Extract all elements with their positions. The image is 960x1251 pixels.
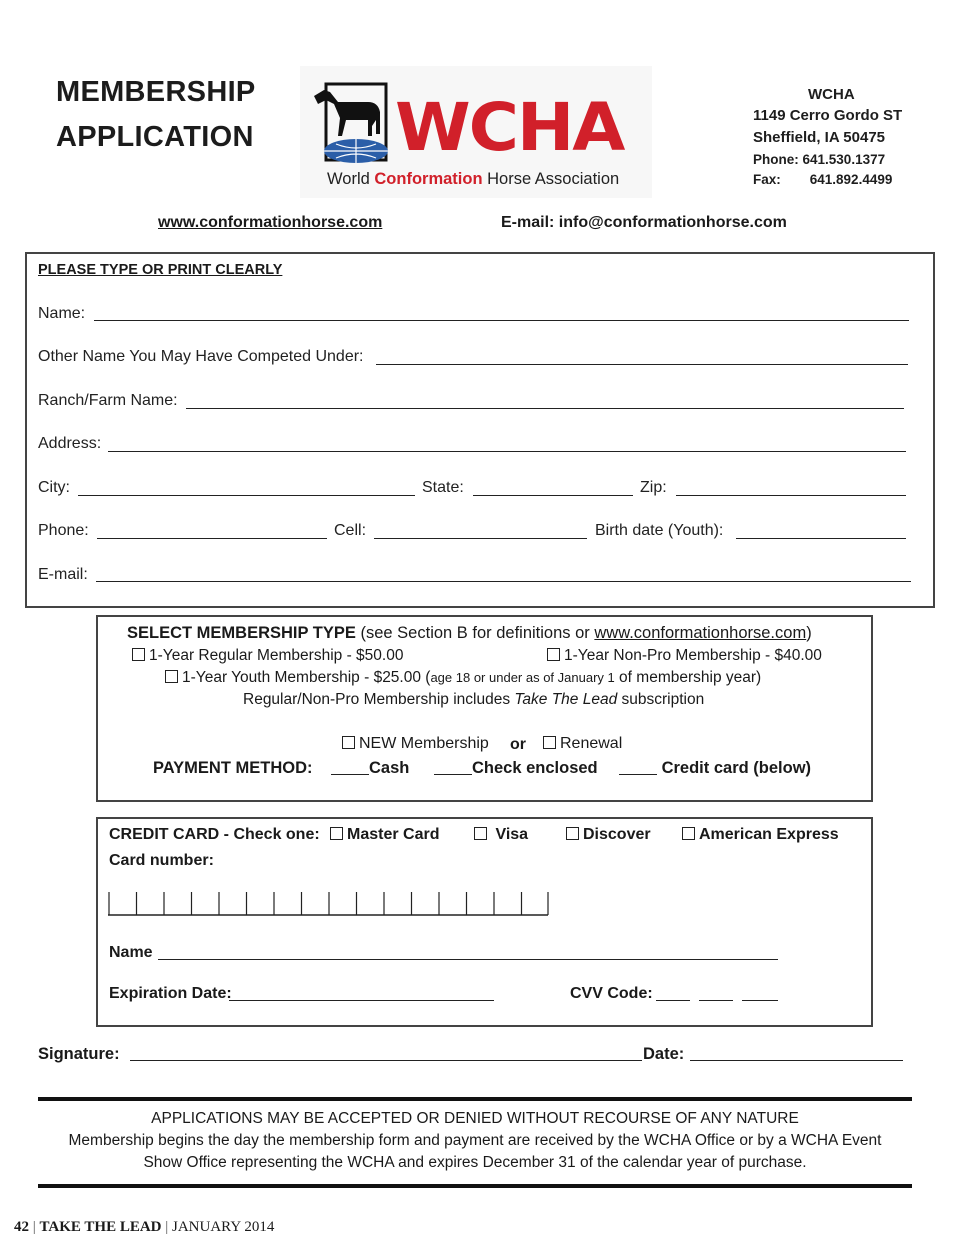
name-label: Name: <box>38 305 86 322</box>
zip-field[interactable] <box>676 495 906 496</box>
ranch-field[interactable] <box>186 408 904 409</box>
notice-line2: Membership begins the day the membership form and payment are received by the WCHA Office or by a WCHA Event <box>68 1132 882 1149</box>
notice-top-rule <box>38 1097 912 1101</box>
amex-checkbox[interactable] <box>682 827 695 840</box>
nonpro-checkbox[interactable] <box>547 648 560 661</box>
option-amex[interactable]: American Express <box>682 826 839 844</box>
payment-credit[interactable]: Credit card (below) <box>619 759 811 778</box>
address-label: Address: <box>38 435 102 452</box>
cell-label: Cell: <box>334 522 367 539</box>
website-link[interactable]: www.conformationhorse.com <box>158 214 383 231</box>
cvv-field-2[interactable] <box>699 1000 733 1001</box>
zip-label: Zip: <box>640 479 667 496</box>
birth-date-field[interactable] <box>736 538 906 539</box>
state-field[interactable] <box>473 495 633 496</box>
publication-name: TAKE THE LEAD <box>39 1219 162 1235</box>
includes-note: Regular/Non-Pro Membership includes Take The Lead subscription <box>243 691 705 708</box>
card-number-field[interactable] <box>108 890 549 916</box>
ranch-label: Ranch/Farm Name: <box>38 392 178 409</box>
option-discover[interactable]: Discover <box>566 826 651 844</box>
discover-checkbox[interactable] <box>566 827 579 840</box>
cvv-field-1[interactable] <box>656 1000 690 1001</box>
applicant-info-box <box>25 252 935 608</box>
signature-date-label: Date: <box>643 1045 685 1063</box>
page-number: 42 <box>14 1219 29 1235</box>
page-title-line2: APPLICATION <box>56 121 254 153</box>
membership-website-link[interactable]: www.conformationhorse.com <box>594 624 807 642</box>
org-name: WCHA <box>808 86 855 103</box>
email-field[interactable] <box>96 581 911 582</box>
credit-card-heading: CREDIT CARD - Check one: <box>109 826 320 843</box>
phone-field[interactable] <box>97 538 327 539</box>
expiration-field[interactable] <box>229 1000 494 1001</box>
or-label: or <box>510 736 526 753</box>
cvv-label: CVV Code: <box>570 985 653 1002</box>
org-phone: Phone: 641.530.1377 <box>753 152 886 167</box>
org-city: Sheffield, IA 50475 <box>753 129 885 146</box>
visa-checkbox[interactable] <box>474 827 487 840</box>
regular-checkbox[interactable] <box>132 648 145 661</box>
cvv-field-3[interactable] <box>742 1000 778 1001</box>
email-label: E-mail: <box>38 566 88 583</box>
city-field[interactable] <box>78 495 415 496</box>
signature-date-field[interactable] <box>690 1060 903 1061</box>
option-nonpro[interactable]: 1-Year Non-Pro Membership - $40.00 <box>547 647 822 665</box>
applicant-heading: PLEASE TYPE OR PRINT CLEARLY <box>38 262 283 278</box>
other-name-field[interactable] <box>376 364 908 365</box>
birth-date-label: Birth date (Youth): <box>595 522 724 539</box>
issue-date: JANUARY 2014 <box>172 1219 275 1235</box>
option-new[interactable]: NEW Membership <box>342 735 489 753</box>
mastercard-checkbox[interactable] <box>330 827 343 840</box>
footer-notice <box>38 1108 912 1174</box>
payment-check[interactable]: Check enclosed <box>434 759 598 778</box>
other-name-label: Other Name You May Have Competed Under: <box>38 348 364 365</box>
card-number-cells <box>108 890 549 916</box>
page-footer: 42 | TAKE THE LEAD | JANUARY 2014 <box>14 1219 275 1235</box>
wcha-logo <box>300 66 652 198</box>
payment-method-label: PAYMENT METHOD: <box>153 759 313 777</box>
cell-field[interactable] <box>374 538 587 539</box>
logo-text: WCHA <box>395 89 624 166</box>
org-fax: Fax: 641.892.4499 <box>753 172 893 187</box>
signature-label: Signature: <box>38 1045 120 1063</box>
notice-bottom-rule <box>38 1184 912 1188</box>
org-street: 1149 Cerro Gordo ST <box>753 107 903 124</box>
contact-email: E-mail: info@conformationhorse.com <box>501 214 787 231</box>
city-label: City: <box>38 479 70 496</box>
renewal-checkbox[interactable] <box>543 736 556 749</box>
option-renewal[interactable]: Renewal <box>543 735 622 753</box>
option-mastercard[interactable]: Master Card <box>330 826 439 844</box>
card-name-label: Name <box>109 944 153 961</box>
new-membership-checkbox[interactable] <box>342 736 355 749</box>
option-regular[interactable]: 1-Year Regular Membership - $50.00 <box>132 647 403 665</box>
signature-field[interactable] <box>130 1060 642 1061</box>
notice-line1: APPLICATIONS MAY BE ACCEPTED OR DENIED WITHOUT RECOURSE OF ANY NATURE <box>151 1110 799 1127</box>
option-visa[interactable]: Visa <box>474 826 528 844</box>
option-youth[interactable]: 1-Year Youth Membership - $25.00 (age 18 or under as of January 1 of membership year) <box>165 669 761 687</box>
phone-label: Phone: <box>38 522 89 539</box>
logo-tagline: World Conformation Horse Association <box>327 170 620 188</box>
card-number-label: Card number: <box>109 852 214 869</box>
notice-line3: Show Office representing the WCHA and expires December 31 of the calendar year of purchase. <box>143 1154 807 1171</box>
membership-heading: SELECT MEMBERSHIP TYPE (see Section B for definitions or www.conformationhorse.com) <box>127 624 812 642</box>
youth-checkbox[interactable] <box>165 670 178 683</box>
state-label: State: <box>422 479 464 496</box>
payment-cash[interactable]: Cash <box>331 759 409 778</box>
page-title-line1: MEMBERSHIP <box>56 76 256 108</box>
card-name-field[interactable] <box>158 959 778 960</box>
name-field[interactable] <box>94 320 909 321</box>
address-field[interactable] <box>108 451 906 452</box>
expiration-label: Expiration Date: <box>109 985 232 1002</box>
